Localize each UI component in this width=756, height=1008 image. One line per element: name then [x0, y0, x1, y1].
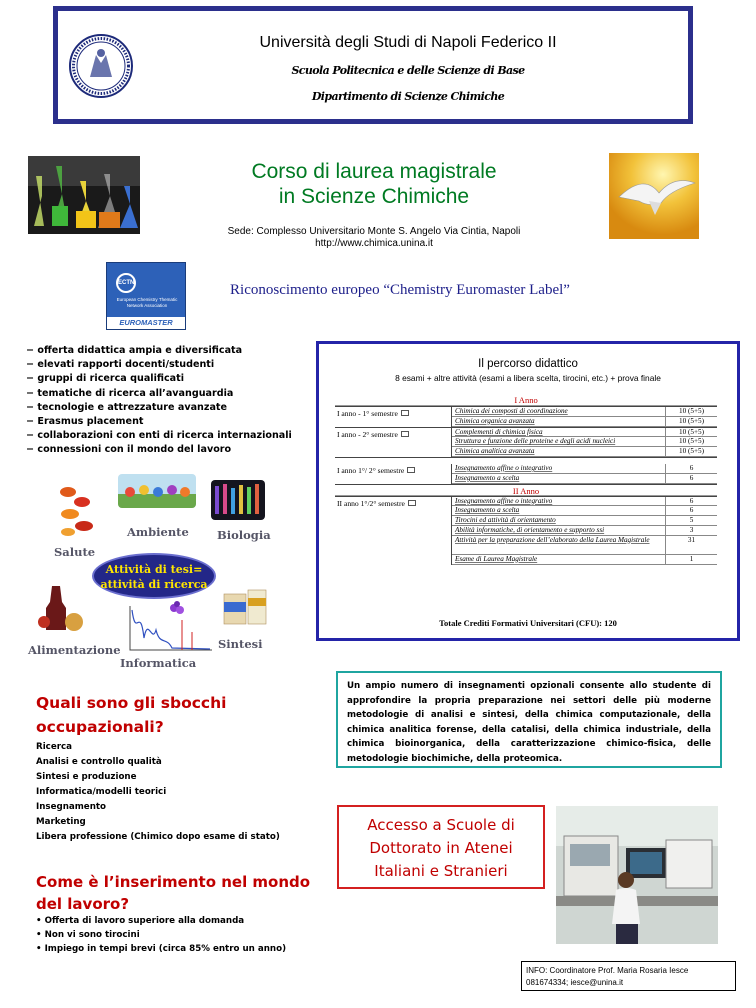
table-row — [452, 506, 717, 516]
sbocchi-list — [36, 740, 336, 845]
semester-group — [335, 406, 717, 427]
university-name: Università degli Studi di Napoli Federico II — [259, 34, 557, 51]
label-biologia: Biologia — [217, 528, 271, 542]
year1-label: I Anno — [335, 394, 717, 406]
pills-image — [56, 478, 96, 540]
table-row — [452, 555, 717, 565]
course-name: Insegnamento affine o integrativo — [455, 463, 553, 472]
calendar-icon — [407, 467, 415, 473]
info-contact[interactable]: 081674334; iesce@unina.it — [526, 978, 624, 987]
sbocchi-question: Quali sono gli sbocchi occupazionali? — [36, 694, 227, 736]
feature-item: − collaborazioni con enti di ricerca internazionali — [26, 429, 316, 443]
label-alimentazione: Alimentazione — [28, 643, 121, 657]
feature-item: − tematiche di ricerca all’avanguardia — [26, 387, 316, 401]
course-name: Insegnamento affine o integrativo — [455, 496, 553, 505]
sede-text: Sede: Complesso Universitario Monte S. Angelo Via Cintia, Napoli — [227, 226, 521, 237]
curriculum-box — [316, 341, 740, 641]
semester-label: I anno 1°/ 2° semestre — [337, 465, 405, 475]
curriculum-subtitle: 8 esami + altre attività (esami a libera scelta, tirocini, etc.) + prova finale — [395, 373, 661, 383]
spectrum-graph-image — [126, 600, 214, 654]
course-name: Insegnamento a scelta — [455, 473, 520, 482]
list-item: Marketing — [36, 817, 86, 827]
course-cfu: 1 — [665, 555, 717, 564]
list-item: Libera professione (Chimico dopo esame di stato) — [36, 832, 280, 842]
course-title — [180, 159, 568, 209]
inserimento-list — [36, 914, 336, 956]
semester-cell — [335, 407, 451, 427]
table-row — [452, 464, 717, 474]
course-name: Complementi di chimica fisica — [455, 427, 543, 436]
table-row — [452, 516, 717, 526]
semester-label: I anno - 1° semestre — [337, 409, 398, 418]
year2-label: II Anno — [335, 484, 717, 496]
label-sintesi: Sintesi — [218, 637, 263, 651]
course-cfu: 10 (5+5) — [665, 417, 717, 426]
course-sede — [180, 226, 568, 250]
course-cfu: 6 — [665, 464, 717, 473]
euromaster-band: EUROMASTER — [107, 317, 185, 329]
list-item: Ricerca — [36, 742, 73, 752]
feature-item: − gruppi di ricerca qualificati — [26, 372, 316, 386]
semester-label: I anno - 2° semestre — [337, 429, 398, 439]
semester-label: II anno 1°/2° semestre — [337, 498, 405, 508]
semester-group — [335, 457, 717, 484]
flasks-image — [28, 156, 140, 234]
list-item: Informatica/modelli teorici — [36, 787, 167, 797]
euromaster-recognition: Riconoscimento europeo “Chemistry Euromaster Label” — [230, 282, 570, 298]
feature-item: − offerta didattica ampia e diversificata — [26, 344, 316, 358]
synthesis-products-image — [222, 584, 268, 628]
semester-cell — [335, 497, 451, 565]
table-row — [452, 428, 717, 438]
features-list — [26, 344, 316, 458]
laboratory-photo — [556, 806, 718, 944]
course-name: Chimica organica avanzata — [455, 416, 535, 425]
feature-item: − connessioni con il mondo del lavoro — [26, 443, 316, 457]
table-row — [452, 407, 717, 417]
table-row — [452, 536, 717, 555]
course-cfu: 3 — [665, 526, 717, 535]
phd-access-box — [337, 805, 545, 889]
access-line2: Dottorato in Atenei — [369, 839, 513, 857]
department-name: Dipartimento di Scienze Chimiche — [311, 90, 505, 103]
course-name: Tirocini ed attività di orientamento — [455, 516, 556, 525]
feature-item: − tecnologie e attrezzature avanzate — [26, 401, 316, 415]
list-item: Analisi e controllo qualità — [36, 757, 162, 767]
course-name: Chimica dei composti di coordinazione — [455, 407, 568, 415]
label-salute: Salute — [54, 545, 96, 559]
course-cfu: 10 (5+5) — [665, 407, 717, 416]
euromaster-logo — [106, 262, 186, 330]
label-ambiente: Ambiente — [127, 525, 189, 539]
course-name: Struttura e funzione delle proteine e degli acidi nucleici — [455, 437, 616, 446]
table-row — [452, 497, 717, 507]
course-cfu: 6 — [665, 497, 717, 506]
feature-item: − elevati rapporti docenti/studenti — [26, 358, 316, 372]
list-item: • Offerta di lavoro superiore alla domanda — [36, 914, 336, 928]
course-cfu: 10 (5+5) — [665, 447, 717, 456]
table-row — [452, 474, 717, 484]
course-cfu: 31 — [665, 536, 717, 554]
info-coordinator: INFO: Coordinatore Prof. Maria Rosaria Iesce — [526, 966, 689, 975]
course-name: Esame di Laurea Magistrale — [455, 554, 538, 563]
list-item: Sintesi e produzione — [36, 772, 137, 782]
ellipse-line1: Attività di tesi= — [105, 563, 203, 576]
dna-gel-image — [211, 480, 265, 520]
course-cfu: 5 — [665, 516, 717, 525]
calendar-icon — [408, 500, 416, 506]
table-row — [452, 526, 717, 536]
semester-group — [335, 427, 717, 457]
table-row — [452, 417, 717, 427]
list-item: Insegnamento — [36, 802, 106, 812]
ellipse-line2: attività di ricerca — [100, 578, 208, 591]
seagull-image — [609, 153, 699, 239]
thesis-research-ellipse — [92, 553, 216, 599]
list-item: • Non vi sono tirocini — [36, 928, 336, 942]
course-title-line1: Corso di laurea magistrale — [251, 160, 497, 183]
course-name: Chimica analitica avanzata — [455, 447, 535, 456]
table-row — [452, 447, 717, 457]
course-cfu: 10 (5+5) — [665, 428, 717, 437]
semester-cell — [335, 428, 451, 457]
label-informatica: Informatica — [120, 656, 197, 670]
calendar-icon — [401, 431, 409, 437]
access-line3: Italiani e Stranieri — [374, 862, 508, 880]
header-box — [53, 6, 693, 124]
course-cfu: 10 (5+5) — [665, 437, 717, 446]
course-name: Abilità informatiche, di orientamento e supporto ssi — [455, 525, 605, 534]
course-cfu: 6 — [665, 506, 717, 515]
info-box — [521, 961, 736, 991]
access-line1: Accesso a Scuole di — [367, 816, 515, 834]
school-name: Scuola Politecnica e delle Scienze di Base — [291, 64, 525, 77]
course-url-link[interactable]: http://www.chimica.unina.it — [315, 238, 433, 249]
food-image — [36, 582, 88, 634]
curriculum-title: Il percorso didattico — [478, 358, 578, 370]
curriculum-table — [335, 394, 717, 565]
ectn-logo-text: ECTN — [116, 273, 136, 293]
optional-courses-box: Un ampio numero di insegnamenti opzionali consente allo studente di approfondire la propria preparazione nei settori delle più moderne metodologie di analisi e sintesi, della chimica computazionale, della chimica analitica forense, della catalisi, della chimica industriale, della chimica bioinorganica, della caratterizzazione chimico-fisica, delle metodologie biochimiche, della proteomica. — [336, 671, 722, 768]
course-title-line2: in Scienze Chimiche — [278, 185, 470, 208]
table-row — [452, 437, 717, 447]
calendar-icon — [401, 410, 409, 416]
semester-group — [335, 496, 717, 565]
ectn-logo-org: European Chemistry Thematic Network Association — [116, 297, 178, 308]
inserimento-question: Come è l’inserimento nel mondo del lavoro? — [36, 873, 311, 913]
feature-item: − Erasmus placement — [26, 415, 316, 429]
course-cfu: 6 — [665, 474, 717, 483]
course-name: Attività per la preparazione dell’elaborato della Laurea Magistrale — [455, 535, 650, 544]
semester-cell — [335, 464, 451, 484]
environment-image — [118, 474, 196, 508]
list-item: • Impiego in tempi brevi (circa 85% entro un anno) — [36, 942, 336, 956]
course-name: Insegnamento a scelta — [455, 506, 520, 515]
curriculum-total: Totale Crediti Formativi Universitari (CFU): 120 — [439, 618, 617, 628]
